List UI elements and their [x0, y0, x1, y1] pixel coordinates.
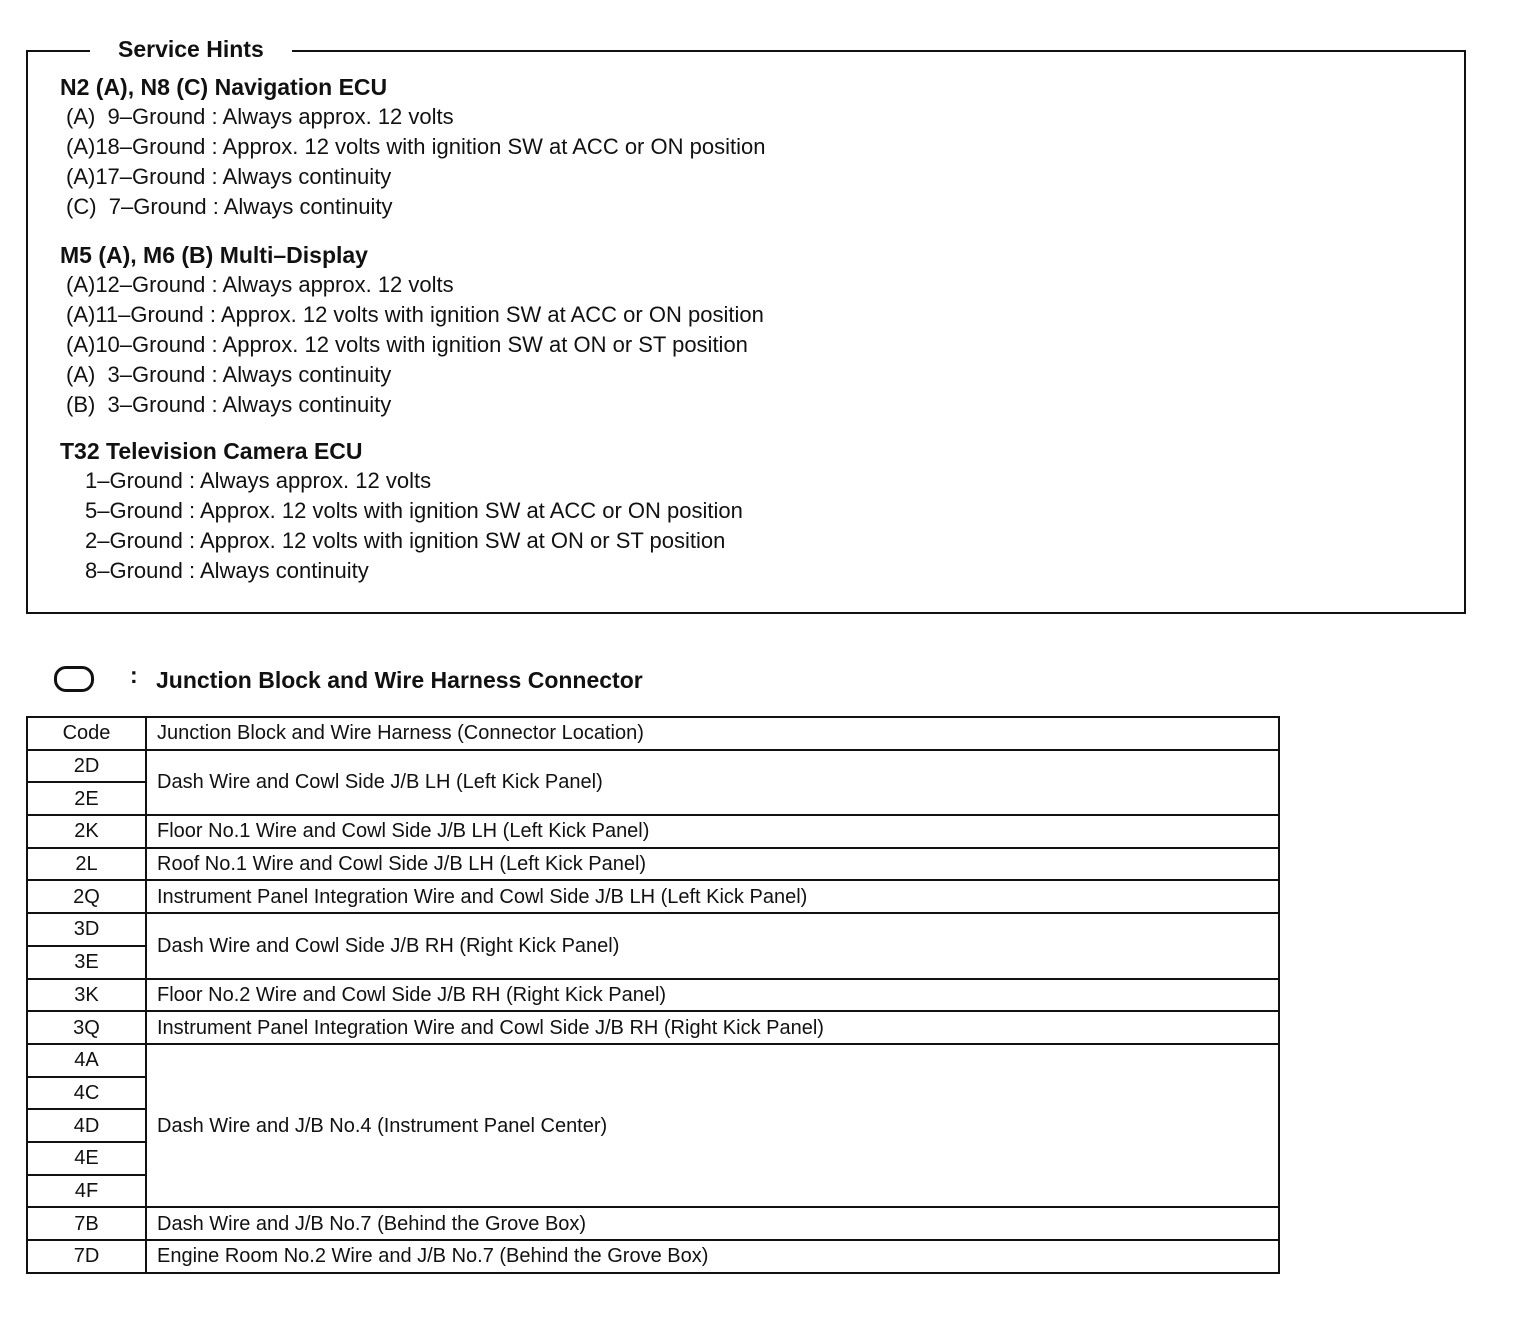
hint-line: (C) 7–Ground : Always continuity [66, 194, 393, 219]
hint-line: (A)17–Ground : Always continuity [66, 164, 392, 189]
connector-code-cell: 4E [27, 1142, 146, 1175]
hint-heading: N2 (A), N8 (C) Navigation ECU [60, 74, 388, 100]
junction-block-table [26, 716, 1280, 1274]
table-row [27, 979, 1279, 1012]
table-row [27, 913, 1279, 946]
hint-line: (A) 3–Ground : Always continuity [66, 362, 392, 387]
connector-code-cell: 7D [27, 1240, 146, 1273]
connector-code-cell: 4C [27, 1077, 146, 1110]
connector-code-cell: 3D [27, 913, 146, 946]
table-row [27, 815, 1279, 848]
service-hints-title: Service Hints [90, 34, 292, 64]
table-row [27, 880, 1279, 913]
connector-location-cell: Instrument Panel Integration Wire and Cowl Side J/B RH (Right Kick Panel) [146, 1011, 1279, 1044]
hint-section-navigation-ecu [60, 72, 765, 222]
code-column-header: Code [27, 717, 146, 750]
hint-line: (A)18–Ground : Approx. 12 volts with ignition SW at ACC or ON position [66, 134, 766, 159]
connector-location-cell: Roof No.1 Wire and Cowl Side J/B LH (Left Kick Panel) [146, 848, 1279, 881]
connector-location-cell: Dash Wire and J/B No.7 (Behind the Grove Box) [146, 1207, 1279, 1240]
connector-location-cell: Engine Room No.2 Wire and J/B No.7 (Behind the Grove Box) [146, 1240, 1279, 1273]
connector-location-cell: Dash Wire and Cowl Side J/B LH (Left Kick Panel) [146, 750, 1279, 815]
connector-code-cell: 2Q [27, 880, 146, 913]
hint-heading: M5 (A), M6 (B) Multi–Display [60, 242, 368, 268]
connector-location-cell: Instrument Panel Integration Wire and Cowl Side J/B LH (Left Kick Panel) [146, 880, 1279, 913]
connector-location-cell: Floor No.2 Wire and Cowl Side J/B RH (Right Kick Panel) [146, 979, 1279, 1012]
hint-line: (B) 3–Ground : Always continuity [66, 392, 392, 417]
hint-section-television-camera-ecu [60, 436, 743, 586]
table-row [27, 1044, 1279, 1077]
legend-colon: : [130, 662, 138, 688]
junction-block-connector-symbol-icon [54, 666, 94, 692]
hint-line: 2–Ground : Approx. 12 volts with ignition SW at ON or ST position [85, 528, 726, 553]
legend-label: Junction Block and Wire Harness Connector [156, 667, 643, 693]
connector-code-cell: 2K [27, 815, 146, 848]
connector-code-cell: 3K [27, 979, 146, 1012]
connector-location-cell: Dash Wire and J/B No.4 (Instrument Panel Center) [146, 1044, 1279, 1207]
connector-code-cell: 4A [27, 1044, 146, 1077]
connector-location-cell: Dash Wire and Cowl Side J/B RH (Right Kick Panel) [146, 913, 1279, 978]
hint-line: (A)10–Ground : Approx. 12 volts with ignition SW at ON or ST position [66, 332, 748, 357]
connector-code-cell: 7B [27, 1207, 146, 1240]
hint-line: 1–Ground : Always approx. 12 volts [85, 468, 432, 493]
connector-code-cell: 4F [27, 1175, 146, 1208]
table-row [27, 1240, 1279, 1273]
hint-section-multi-display [60, 240, 764, 420]
description-column-header: Junction Block and Wire Harness (Connector Location) [146, 717, 1279, 750]
table-header-row [27, 717, 1279, 750]
hint-line: (A)11–Ground : Approx. 12 volts with ignition SW at ACC or ON position [66, 302, 764, 327]
table-row [27, 1011, 1279, 1044]
hint-line: (A) 9–Ground : Always approx. 12 volts [66, 104, 454, 129]
hint-heading: T32 Television Camera ECU [60, 438, 363, 464]
connector-code-cell: 2L [27, 848, 146, 881]
connector-code-cell: 2D [27, 750, 146, 783]
table-row [27, 1207, 1279, 1240]
table-row [27, 848, 1279, 881]
connector-location-cell: Floor No.1 Wire and Cowl Side J/B LH (Left Kick Panel) [146, 815, 1279, 848]
connector-code-cell: 3Q [27, 1011, 146, 1044]
connector-code-cell: 4D [27, 1109, 146, 1142]
hint-line: 8–Ground : Always continuity [85, 558, 369, 583]
hint-line: 5–Ground : Approx. 12 volts with ignition SW at ACC or ON position [85, 498, 743, 523]
connector-code-cell: 2E [27, 782, 146, 815]
table-row [27, 750, 1279, 783]
connector-code-cell: 3E [27, 946, 146, 979]
hint-line: (A)12–Ground : Always approx. 12 volts [66, 272, 454, 297]
